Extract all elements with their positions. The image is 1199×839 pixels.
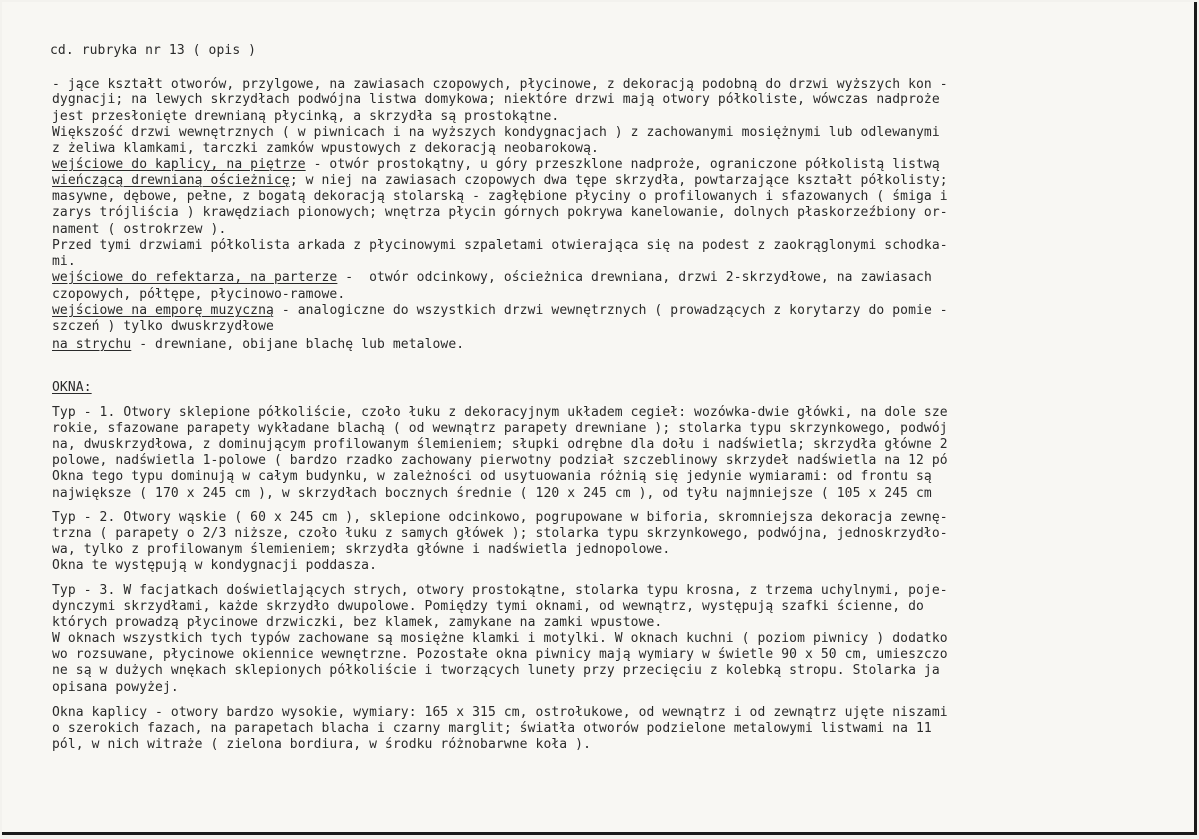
line-text: ; w niej na zawiasach czopowych dwa tępe skrzydła, powtarzające kształt półkolisty; [289,173,948,188]
text-line [52,320,274,334]
text-line [52,174,948,188]
text-line [52,422,948,436]
text-line [52,470,932,484]
line-text: - drewniane, obijane blachę lub metalowe. [131,337,465,352]
line-text: trzna ( parapety o 2/3 niższe, czoło łuku z samych główek ); stolarka typu skrzynkowego, podwójna, jednoskrzydło- [52,526,948,541]
line-text: opisana powyżej. [52,680,179,695]
underlined-term: wejściowe na emporę muzyczną [52,303,274,318]
text-line [52,190,948,204]
text-line [52,664,940,678]
text-line [52,438,948,452]
text-line [52,406,948,420]
text-line [52,239,948,253]
line-text: Typ - 3. W facjatkach doświetlających strych, otwory prostokątne, stolarka typu krosna, z trzema uchylnymi, poje- [52,583,948,598]
underlined-term: wieńczącą drewnianą ościeżnicę [52,173,290,188]
text-line [52,584,948,598]
line-text: wo rozsuwane, płycinowe okiennice wewnętrzne. Pozostałe okna piwnicy mają wymiary w świetle 90 x 50 cm, umieszczo [52,647,948,662]
line-text: szczeń ) tylko dwuskrzydłowe [52,319,274,334]
line-text: zarys trójliścia ) krawędziach pionowych; wnętrza płycin górnych pokrywa kanelowanie, dolnych płaskorzeźbiony or- [52,205,948,220]
line-text: Okna kaplicy - otwory bardzo wysokie, wymiary: 165 x 315 cm, ostrołukowe, od wewnątrz i od zewnątrz ujęte niszami [52,705,948,720]
text-line [52,487,932,501]
text-line [52,255,76,269]
line-text: polowe, nadświetla 1-polowe ( bardzo rzadko zachowany pierwotny podział szczeblinowy skrzydeł nadświetla na 12 pó [52,453,948,468]
text-line [52,110,559,124]
text-line [52,543,670,557]
line-text: na, dwuskrzydłowa, z dominującym profilowanym ślemieniem; słupki odrębne dla dołu i nadświetla; skrzydła główne 2 [52,437,948,452]
line-text: - otwór prostokątny, u góry przeszklone nadproże, ograniczone półkolistą listwą [305,157,940,172]
line-text: Większość drzwi wewnętrznych ( w piwnicach i na wyższych kondygnacjach ) z zachowanymi mosiężnymi lub odlewanymi [52,125,940,140]
text-line [52,511,948,525]
line-text: dynczymi skrzydłami, każde skrzydło dwupolowe. Pomiędzy tymi oknami, od wewnątrz, występują szafki ścienne, do [52,599,924,614]
line-text: - analogiczne do wszystkich drzwi wewnętrznych ( prowadzących z korytarzy do pomie - [273,303,948,318]
underlined-term: wejściowe do kaplicy, na piętrze [52,157,306,172]
line-text: pól, w nich witraże ( zielona bordiura, w środku różnobarwne koła ). [52,737,592,752]
line-text: rokie, sfazowane parapety wykładane blachą ( od wewnątrz parapety drewniane ); stolarka typu skrzynkowego, podwój [52,421,948,436]
line-text: czopowych, półtępe, płycinowo-ramowe. [52,287,346,302]
text-line [52,738,591,752]
document-page [2,2,1197,835]
text-line [52,126,940,140]
line-text: ne są w dużych wnękach sklepionych półkoliście i tworzących lunety przy przecięciu z kolebką stropu. Stolarka ja [52,663,940,678]
text-line [52,722,932,736]
line-text: mi. [52,254,76,269]
line-text: Typ - 2. Otwory wąskie ( 60 x 245 cm ), sklepione odcinkowo, pogrupowane w biforia, skromniejsza dekoracja zewnę- [52,510,948,525]
text-line [52,559,377,573]
text-line [52,338,464,352]
text-line [52,304,948,318]
section-heading-okna [52,381,92,395]
underlined-term: OKNA: [52,380,92,395]
line-text: - jące kształt otworów, przylgowe, na zawiasach czopowych, płycinowe, z dekoracją podobną do drzwi wyższych kon - [52,77,948,92]
text-line [52,527,948,541]
line-text: Okna tego typu dominują w całym budynku, w zależności od usytuowania różnią się jedynie wymiarami: od frontu są [52,469,932,484]
text-line [52,616,662,630]
text-line [52,223,226,237]
text-line [52,632,948,646]
line-text: - otwór odcinkowy, ościeżnica drewniana, drzwi 2-skrzydłowe, na zawiasach [337,270,932,285]
underlined-term: na strychu [52,337,132,352]
text-line [52,271,932,285]
line-text: Typ - 1. Otwory sklepione półkoliście, czoło łuku z dekoracyjnym układem cegieł: wozówka-dwie główki, na dole sze [52,405,948,420]
text-line [52,206,948,220]
line-text: dygnacji; na lewych skrzydłach podwójna listwa domykowa; niektóre drzwi mają otwory półkoliste, wówczas nadproże [52,92,940,107]
text-line [52,681,179,695]
line-text: których prowadzą płycinowe drzwiczki, bez klamek, zamykane na zamki wpustowe. [52,615,663,630]
line-text: jest przesłonięte drewnianą płycinką, a skrzydła są prostokątne. [52,109,560,124]
text-line [52,78,948,92]
text-line [52,288,345,302]
text-line [52,142,599,156]
text-line [52,454,948,468]
line-text: Przed tymi drzwiami półkolista arkada z płycinowymi szpaletami otwierająca się na podest z zaokrąglonymi schodka- [52,238,948,253]
text-line [52,93,940,107]
line-text: Okna te występują w kondygnacji poddasza. [52,558,377,573]
line-text: W oknach wszystkich tych typów zachowane są mosiężne klamki i motylki. W oknach kuchni ( poziom piwnicy ) dodatko [52,631,948,646]
line-text: nament ( ostrokrzew ). [52,222,227,237]
page-heading: cd. rubryka nr 13 ( opis ) [50,43,257,58]
underlined-term: wejściowe do refektarza, na parterze [52,270,338,285]
text-line [52,158,940,172]
text-line [52,648,948,662]
line-text: największe ( 170 x 245 cm ), w skrzydłach bocznych średnie ( 120 x 245 cm ), od tyłu najmniejsze ( 105 x 245 cm [52,486,932,501]
text-line [52,600,924,614]
line-text: wa, tylko z profilowanym ślemieniem; skrzydła główne i nadświetla jednopolowe. [52,542,671,557]
text-line [52,706,948,720]
line-text: z żeliwa klamkami, tarczki zamków wpustowych z dekoracją neobarokową. [52,141,599,156]
line-text: o szerokich fazach, na parapetach blacha i czarny marglit; światła otworów podzielone metalowymi listwami na 11 [52,721,932,736]
line-text: masywne, dębowe, pełne, z bogatą dekoracją stolarską - zagłębione płyciny o profilowanych i sfazowanych ( śmiga i [52,189,948,204]
